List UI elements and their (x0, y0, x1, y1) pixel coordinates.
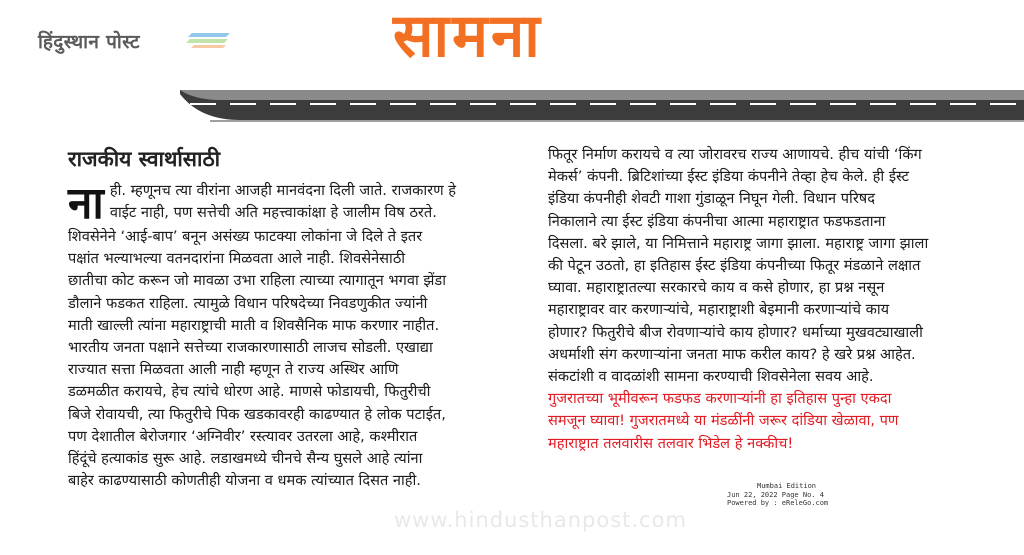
article-line: पण देशातील बेरोजगार ‘अग्निवीर’ रस्त्यावर उतरला आहे, कश्मीरात (68, 427, 418, 445)
article-line: वाईट नाही, पण सत्तेची अति महत्त्वाकांक्षा हे जालीम विष ठरते. (109, 204, 437, 222)
article-line: निकालाने त्या ईस्ट इंडिया कंपनीचा आत्मा महाराष्ट्रात फडफडताना (548, 212, 886, 230)
article-line: की पेटून उठतो, हा इतिहास ईस्ट इंडिया कंपनीच्या फितूर मंडळाने लक्षात (548, 257, 921, 275)
article-headline: राजकीय स्वार्थासाठी (68, 147, 221, 171)
article-line: मेकर्स’ कंपनी. ब्रिटिशांच्या ईस्ट इंडिया कंपनीने तेव्हा हेच केले. ही ईस्ट (548, 168, 910, 186)
article-line: बिजे रोवायची, त्या फितुरीचे पिक खडकावरही काढण्यात हे लोक पटाईत, (68, 405, 446, 423)
edition-date-page: Jun 22, 2022 Page No. 4 (727, 490, 824, 499)
edition-name: Mumbai Edition (757, 482, 817, 490)
logo-stripes-icon (186, 31, 232, 49)
article-line: हिंदूंचे हत्याकांड सुरू आहे. लडाखमध्ये चीनचे सैन्य घुसले आहे त्यांना (68, 450, 423, 468)
highlighted-line: गुजरातच्या भूमीवरून फडफड करणाऱ्यांनी हा इतिहास पुन्हा एकदा (548, 390, 892, 408)
article-line: घ्यावा. महाराष्ट्रातल्या सरकारचे काय व कसे होणार, हा प्रश्न नसून (548, 279, 885, 297)
article-column-right (548, 144, 988, 455)
article-line: इंडिया कंपनीही शेवटी गाशा गुंडाळून निघून गेली. विधान परिषद (548, 190, 875, 208)
site-watermark: www.hindusthanpost.com (394, 508, 687, 532)
article-line: पक्षांत भल्याभल्या वतनदारांना मिळवता आले नाही. शिवसेनेसाठी (68, 250, 406, 268)
article-line: अधर्माशी संग करणाऱ्यांना जनता माफ करील काय? हे खरे प्रश्न आहेत. (548, 345, 916, 363)
article-line: ही. म्हणूनच त्या वीरांना आजही मानवंदना दिली जाते. राजकारण हे (109, 182, 457, 199)
article-line: बाहेर काढण्यासाठी कोणतीही योजना व धमक त्यांच्यात दिसत नाही. (68, 472, 421, 490)
saamana-masthead: सामना (393, 1, 543, 71)
highlighted-line: महाराष्ट्रात तलवारीस तलवार भिडेल हे नक्कीच! (548, 434, 794, 452)
article-column-left (68, 180, 528, 492)
article-line: फितूर निर्माण करायचे व त्या जोरावरच राज्य आणायचे. हीच यांची ‘किंग (548, 146, 922, 163)
edition-info (727, 482, 828, 508)
edition-powered-by: Powered by : eReleGo.com (727, 499, 829, 507)
article-line: माती खाल्ली त्यांना महाराष्ट्राची माती व शिवसैनिक माफ करणार नाहीत. (68, 316, 440, 334)
article-line: महाराष्ट्रावर वार करणाऱ्यांचे, महाराष्ट्राशी बेइमानी करणाऱ्यांचे काय (548, 301, 890, 319)
site-logo-text: हिंदुस्थान पोस्ट (38, 31, 140, 53)
article-line: संकटांशी व वादळांशी सामना करण्याची शिवसेनेला सवय आहे. (548, 368, 874, 386)
article-line: राज्यात सत्ता मिळवता आली नाही म्हणून ते राज्य अस्थिर आणि (68, 361, 399, 379)
site-logo (38, 28, 140, 54)
road-banner-graphic (180, 80, 1024, 126)
article-line: छातीचा कोट करून जो मावळा उभा राहिला त्याच्या त्यागातून भगवा झेंडा (68, 272, 447, 290)
article-line: डळमळीत करायचे, हेच त्यांचे धोरण आहे. माणसे फोडायची, फितुरीची (68, 383, 431, 401)
article-line: दिसला. बरे झाले, या निमित्ताने महाराष्ट्र जागा झाला. महाराष्ट्र जागा झाला (548, 234, 929, 252)
highlighted-line: समजून घ्यावा! गुजरातमध्ये या मंडळींनी जरूर दांडिया खेळावा, पण (548, 412, 899, 430)
article-line: डौलाने फडकत राहिला. त्यामुळे विधान परिषदेच्या निवडणुकीत ज्यांनी (68, 294, 428, 312)
article-line: शिवसेनेने ‘आई-बाप’ बनून असंख्य फाटक्या लोकांना जे दिले ते इतर (68, 228, 423, 245)
article-line: भारतीय जनता पक्षाने सत्तेच्या राजकारणासाठी लाजच सोडली. एखाद्या (68, 339, 433, 357)
article-line: होणार? फितुरीचे बीज रोवणाऱ्यांचे काय होणार? धर्माच्या मुखवट्याखाली (548, 323, 923, 341)
drop-cap: ना (68, 178, 104, 229)
